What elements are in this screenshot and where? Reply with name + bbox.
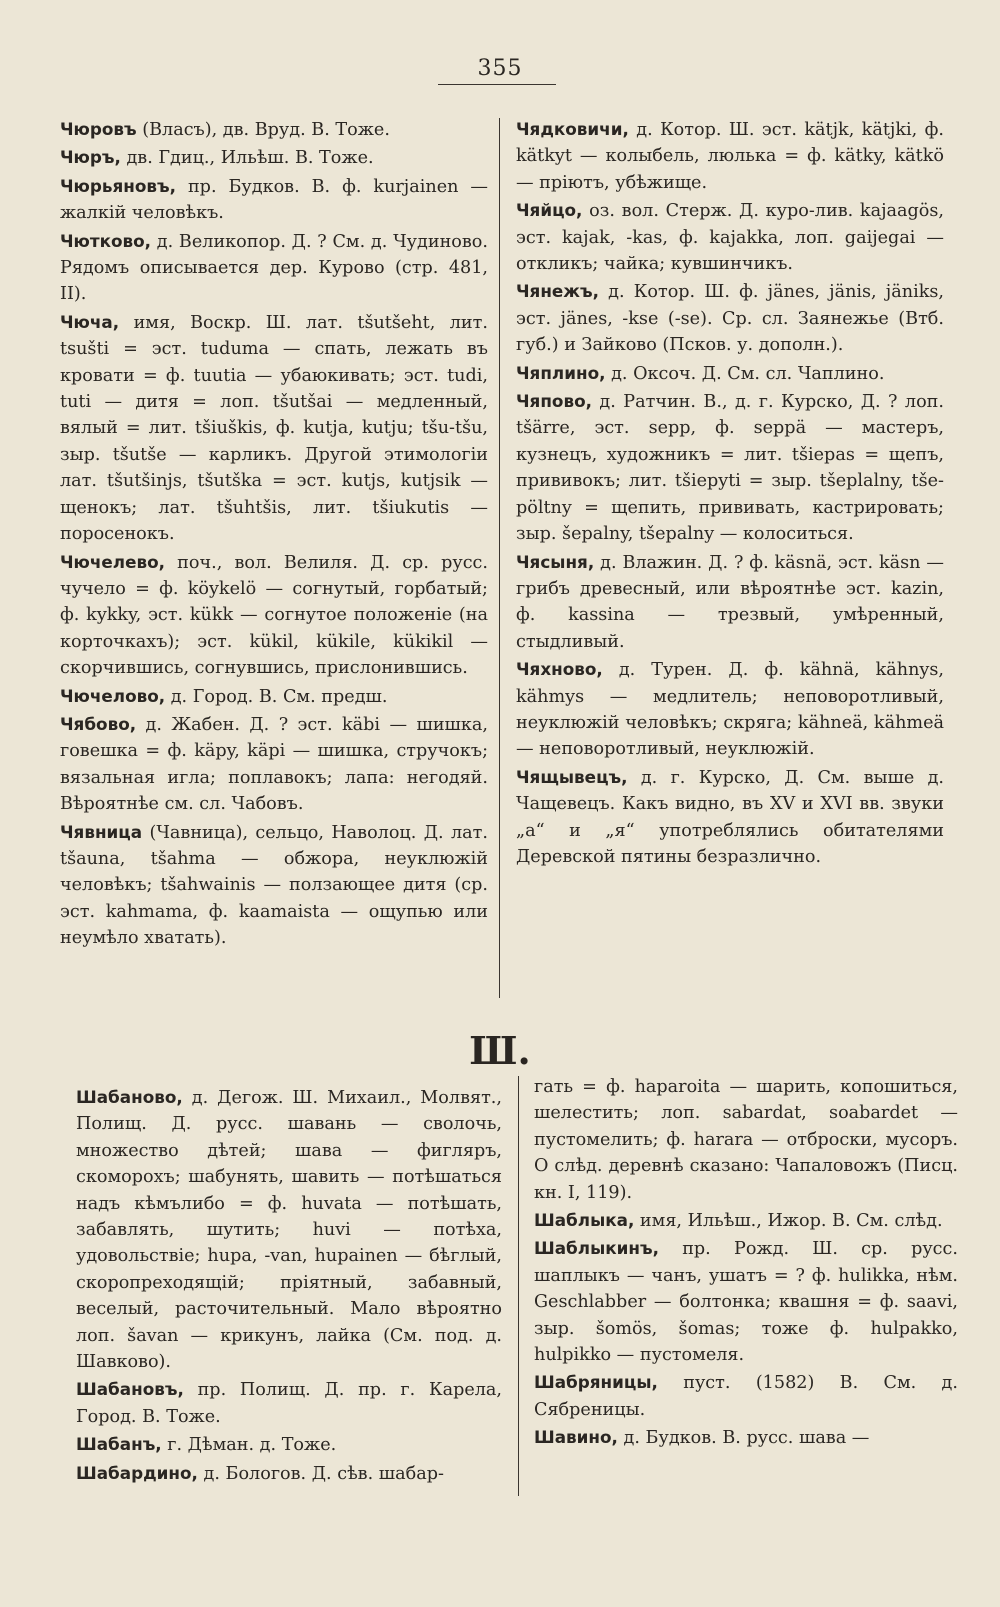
dictionary-entry bbox=[516, 360, 944, 387]
page-number: 355 bbox=[477, 56, 523, 81]
page-number-rule bbox=[438, 84, 556, 85]
entry-text: гать = ф. haparoita — шарить, копошиться, шелестить; лоп. sabardat, soabardet — пустомелить; ф. harara — отброски, мусоръ. О слѣд. деревнѣ сказано: Чапаловожъ (Писц. кн. I, 119). bbox=[534, 1077, 958, 1203]
entry-text: д. Котор. Ш. эст. kätjk, kätjki, ф. kätkyt — колыбель, люлька = ф. kätky, kätkö — пріютъ, убѣжище. bbox=[516, 120, 944, 193]
entry-headword: Шаблыка, bbox=[534, 1210, 635, 1231]
entry-text: (Власъ), дв. Вруд. В. Тоже. bbox=[136, 120, 390, 140]
column-bottom-right bbox=[534, 1074, 958, 1452]
entry-text: д. Влажин. Д. ? ф. käsnä, эст. käsn — грибъ древесный, или вѣроятнѣе эст. kazin, ф. kassina — трезвый, умѣренный, стыдливый. bbox=[516, 552, 944, 652]
entry-headword: Чяхново, bbox=[516, 659, 603, 680]
dictionary-entry bbox=[516, 656, 944, 763]
dictionary-entry bbox=[534, 1424, 958, 1451]
entry-text: д. Будков. В. русс. шава — bbox=[617, 1428, 870, 1449]
section-heading: Ш. bbox=[469, 1028, 531, 1073]
entry-text: д. Великопор. Д. ? См. д. Чудиново. Рядомъ описывается дер. Курово (стр. 481, II). bbox=[60, 231, 488, 305]
entry-headword: Чянежъ, bbox=[516, 281, 599, 302]
dictionary-entry bbox=[60, 819, 488, 952]
dictionary-entry bbox=[60, 173, 488, 227]
dictionary-entry bbox=[76, 1084, 502, 1375]
entry-text: пуст. (1582) В. См. д. Сябреницы. bbox=[534, 1373, 958, 1420]
dictionary-entry bbox=[516, 388, 944, 547]
dictionary-entry bbox=[60, 711, 488, 818]
entry-text: дв. Гдиц., Ильѣш. В. Тоже. bbox=[120, 148, 374, 169]
entry-headword: Шабановъ, bbox=[76, 1379, 184, 1400]
entry-text: пр. Рожд. Ш. ср. русс. шаплыкъ — чанъ, ушатъ = ? ф. hulikka, нѣм. Geschlabber — болтонка; квашня = ф. saavi, зыр. šomös, šomas; тоже ф. hulpakko, hulpikko — пустомеля. bbox=[534, 1239, 958, 1366]
entry-headword: Чябово, bbox=[60, 713, 137, 734]
dictionary-entry bbox=[60, 144, 488, 171]
dictionary-entry bbox=[76, 1431, 502, 1458]
column-divider-top bbox=[499, 118, 500, 998]
dictionary-entry bbox=[76, 1460, 502, 1487]
dictionary-entry bbox=[76, 1376, 502, 1430]
dictionary-entry bbox=[516, 197, 944, 277]
column-divider-bottom bbox=[518, 1076, 519, 1496]
entry-headword: Шабаново, bbox=[76, 1087, 183, 1107]
dictionary-entry bbox=[60, 116, 488, 143]
dictionary-entry bbox=[534, 1235, 958, 1368]
entry-headword: Чютково, bbox=[60, 230, 152, 251]
entry-headword: Шабардино, bbox=[76, 1462, 198, 1483]
dictionary-entry bbox=[534, 1369, 958, 1423]
dictionary-entry bbox=[516, 278, 944, 358]
entry-headword: Чяйцо, bbox=[516, 200, 583, 221]
dictionary-entry bbox=[60, 228, 488, 308]
entry-text: д. Ратчин. В., д. г. Курско, Д. ? лоп. tšärre, эст. sepp, ф. seppä — мастеръ, кузнецъ, художникъ = лит. tšiepas = щепъ, прививокъ; лит. tšiepyti = зыр. tšeplalny, tše-pöltny = щепить, прививать, кастрировать; зыр. šepalny, tšepalny — колоситься. bbox=[516, 392, 944, 545]
entry-text: имя, Воскр. Ш. лат. tšutšeht, лит. tsušti = эст. tuduma — спать, лежать въ кровати = ф. tuutia — убаюкивать; эст. tudi, tuti — дитя = лоп. tšutšai — медленный, вялый = лит. tšiuškis, ф. kutja, kutju; tšu-tšu, зыр. tšutše — карликъ. Другой этимологіи лат. tšutšinjs, tšutška = эст. kutjs, kutjsik — щенокъ; лат. tšuhtšis, лит. tšiukutis — поросенокъ. bbox=[60, 312, 488, 545]
entry-headword: Чявница bbox=[60, 821, 143, 842]
entry-text: (Чавница), сельцо, Наволоц. Д. лат. tšauna, tšahma — обжора, неуклюжій человѣкъ; tšahwainis — ползающее дитя (ср. эст. kahmama, ф. kaamaista — ощупью или неумѣло хватать). bbox=[60, 822, 488, 949]
entry-text: имя, Ильѣш., Ижор. В. См. слѣд. bbox=[634, 1211, 943, 1232]
entry-headword: Чясыня, bbox=[516, 551, 595, 572]
entry-text: пр. Полищ. Д. пр. г. Карела, Город. В. Тоже. bbox=[76, 1380, 502, 1427]
entry-text: д. Котор. Ш. ф. jänes, jänis, jäniks, эст. jänes, -kse (-se). Ср. сл. Заянежье (Втб. губ.) и Зайково (Псков. у. дополн.). bbox=[516, 282, 944, 356]
entry-headword: Чюрьяновъ, bbox=[60, 175, 177, 196]
dictionary-entry bbox=[516, 549, 944, 656]
dictionary-entry bbox=[60, 309, 488, 548]
column-bottom-left bbox=[76, 1084, 502, 1487]
entry-text: д. Жабен. Д. ? эст. käbi — шишка, говешка = ф. käpy, käpi — шишка, стручокъ; вязальная игла; поплавокъ; лапа: негодяй. Вѣроятнѣе см. сл. Чабовъ. bbox=[60, 714, 488, 815]
column-top-left bbox=[60, 116, 488, 952]
dictionary-entry bbox=[60, 683, 488, 710]
entry-headword: Чюча, bbox=[60, 311, 120, 332]
entry-headword: Шаблыкинъ, bbox=[534, 1238, 659, 1259]
entry-text: д. Турен. Д. ф. kähnä, kähnys, kähmys — медлитель; неповоротливый, неуклюжій человѣкъ; скряга; kähneä, kähmeä — неповоротливый, неуклюжій. bbox=[516, 660, 944, 760]
dictionary-entry bbox=[534, 1074, 958, 1206]
entry-headword: Чюръ, bbox=[60, 147, 121, 168]
entry-headword: Чяпово, bbox=[516, 391, 592, 412]
entry-text: д. Бологов. Д. сѣв. шабар- bbox=[197, 1463, 444, 1484]
column-top-right bbox=[516, 116, 944, 870]
entry-headword: Чящывецъ, bbox=[516, 766, 628, 787]
dictionary-entry bbox=[516, 116, 944, 196]
entry-headword: Чюровъ bbox=[60, 119, 137, 139]
entry-text: оз. вол. Стерж. Д. куро-лив. kajaagös, эст. kajak, -kas, ф. kajakka, лоп. gaijegai — откликъ; чайка; кувшинчикъ. bbox=[516, 201, 944, 275]
dictionary-entry bbox=[534, 1207, 958, 1234]
entry-headword: Чяплино, bbox=[516, 362, 606, 383]
entry-text: д. Оксоч. Д. См. сл. Чаплино. bbox=[605, 363, 885, 384]
entry-text: д. г. Курско, Д. См. выше д. Чащевецъ. Какъ видно, въ XV и XVI вв. звуки „а“ и „я“ употреблялись обитателями Деревской пятины безразлично. bbox=[516, 767, 944, 867]
entry-headword: Шабанъ, bbox=[76, 1434, 162, 1455]
entry-headword: Чючелево, bbox=[60, 551, 165, 572]
entry-text: д. Город. В. См. предш. bbox=[165, 686, 388, 707]
entry-headword: Шавино, bbox=[534, 1427, 618, 1448]
entry-headword: Чючелово, bbox=[60, 685, 166, 706]
entry-text: г. Дѣман. д. Тоже. bbox=[161, 1435, 337, 1456]
dictionary-entry bbox=[516, 764, 944, 871]
entry-headword: Чядковичи, bbox=[516, 119, 629, 139]
entry-headword: Шабряницы, bbox=[534, 1372, 658, 1393]
entry-text: д. Дегож. Ш. Михаил., Молвят., Полищ. Д. русс. шавань — сволочь, множество дѣтей; шава — фигляръ, скоморохъ; шабунять, шавить — потѣшаться надъ кѣмълибо = ф. huvata — потѣшать, забавлять, шутить; huvi — потѣха, удовольствіе; hupa, -van, hupainen — бѣглый, скоропреходящій; пріятный, забавный, веселый, расточительный. Мало вѣроятно лоп. šavan — крикунъ, лайка (См. под. д. Шавково). bbox=[76, 1088, 502, 1373]
entry-text: пр. Будков. В. ф. kurjainen — жалкій человѣкъ. bbox=[60, 176, 488, 224]
dictionary-entry bbox=[60, 549, 488, 682]
entry-text: поч., вол. Велиля. Д. ср. русс. чучело = ф. köykelö — согнутый, горбатый; ф. kykky, эст. kükk — согнутое положеніе (на корточкахъ); эст. kükil, kükile, kükikil — скорчившись, согнувшись, прислонившись. bbox=[60, 552, 488, 679]
